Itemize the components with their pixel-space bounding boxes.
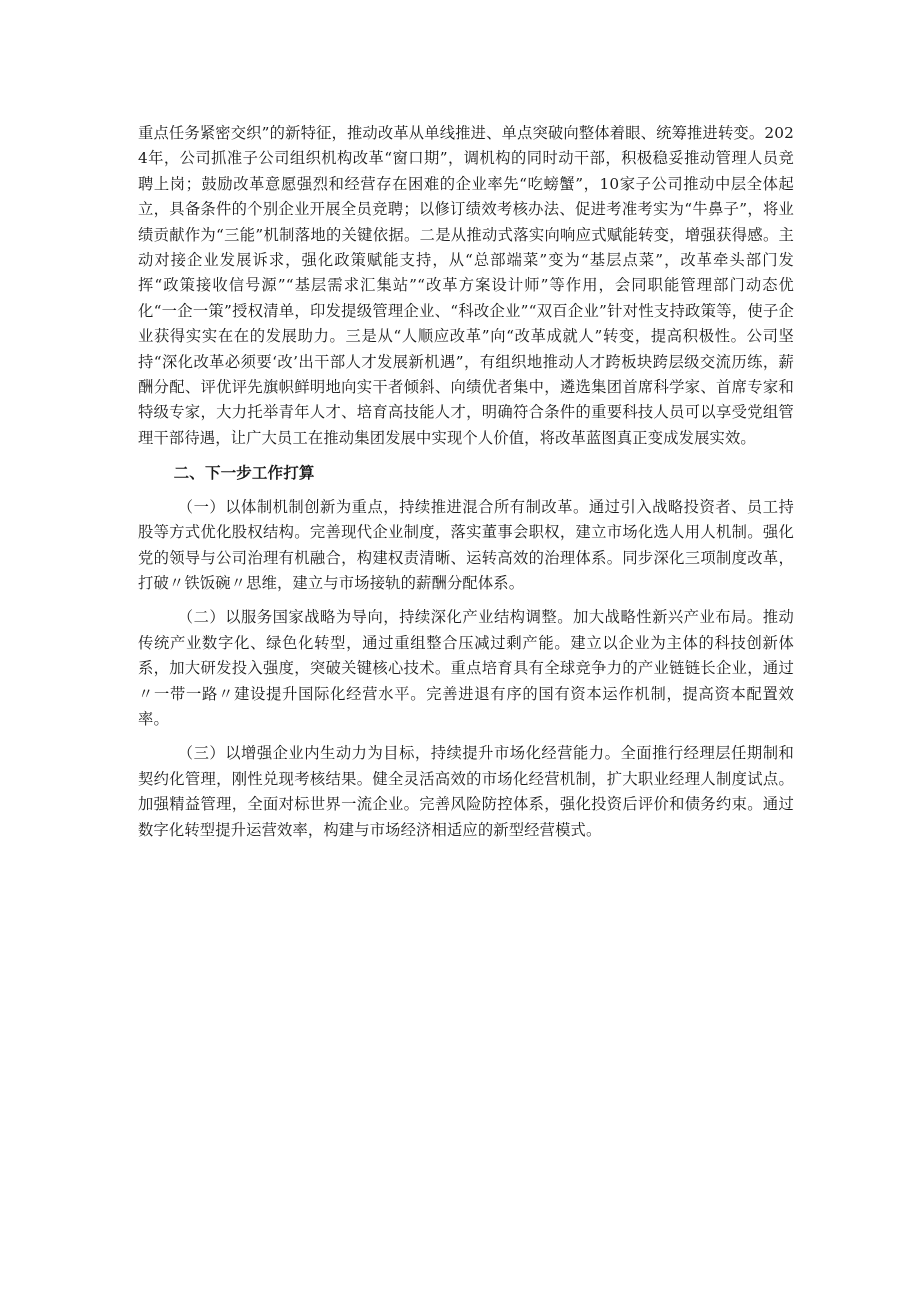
paragraph-3: （三）以增强企业内生动力为目标，持续提升市场化经营能力。全面推行经理层任期制和契约化管理，刚性兑现考核结果。健全灵活高效的市场化经营机制，扩大职业经理人制度试点。加强精益管理，全面对标世界一流企业。完善风险防控体系，强化投资后评价和债务约束。通过数字化转型提升运营效率，构建与市场经济相适应的新型经营模式。 <box>138 744 794 839</box>
continued-paragraph: 重点任务紧密交织”的新特征，推动改革从单线推进、单点突破向整体着眼、统筹推进转变。2024年，公司抓准子公司组织机构改革“窗口期”，调机构的同时动干部，积极稳妥推动管理人员竞聘上岗；鼓励改革意愿强烈和经营存在困难的企业率先“吃螃蟹”，10家子公司推动中层全体起立，具备条件的个别企业开展全员竞聘；以修订绩效考核办法、促进考准考实为“牛鼻子”，将业绩贡献作为“三能”机制落地的关键依据。二是从推动式落实向响应式赋能转变，增强获得感。主动对接企业发展诉求，强化政策赋能支持，从“总部端菜”变为“基层点菜”，改革牵头部门发挥“政策接收信号源”“基层需求汇集站”“改革方案设计师”等作用，会同职能管理部门动态优化“一企一策”授权清单，印发提级管理企业、“科改企业”“双百企业”针对性支持政策等，使子企业获得实实在在的发展助力。三是从“人顺应改革”向“改革成就人”转变，提高积极性。公司坚持“深化改革必须要‘改’出干部人才发展新机遇”，有组织地推动人才跨板块跨层级交流历练，薪酬分配、评优评先旗帜鲜明地向实干者倾斜、向绩优者集中，遴选集团首席科学家、首席专家和特级专家，大力托举青年人才、培育高技能人才，明确符合条件的重要科技人员可以享受党组管理干部待遇，让广大员工在推动集团发展中实现个人价值，将改革蓝图真正变成发展实效。 <box>138 124 794 447</box>
paragraph-1: （一）以体制机制创新为重点，持续推进混合所有制改革。通过引入战略投资者、员工持股等方式优化股权结构。完善现代企业制度，落实董事会职权，建立市场化选人用人机制。强化党的领导与公司治理有机融合，构建权责清晰、运转高效的治理体系。同步深化三项制度改革，打破〃铁饭碗〃思维，建立与市场接轨的薪酬分配体系。 <box>138 497 794 592</box>
section-heading: 二、下一步工作打算 <box>173 464 315 483</box>
paragraph-2: （二）以服务国家战略为导向，持续深化产业结构调整。加大战略性新兴产业布局。推动传统产业数字化、绿色化转型，通过重组整合压减过剩产能。建立以企业为主体的科技创新体系，加大研发投入强度，突破关键核心技术。重点培育具有全球竞争力的产业链链长企业，通过〃一带一路〃建设提升国际化经营水平。完善进退有序的国有资本运作机制，提高资本配置效率。 <box>138 608 794 728</box>
document-page <box>138 121 794 852</box>
